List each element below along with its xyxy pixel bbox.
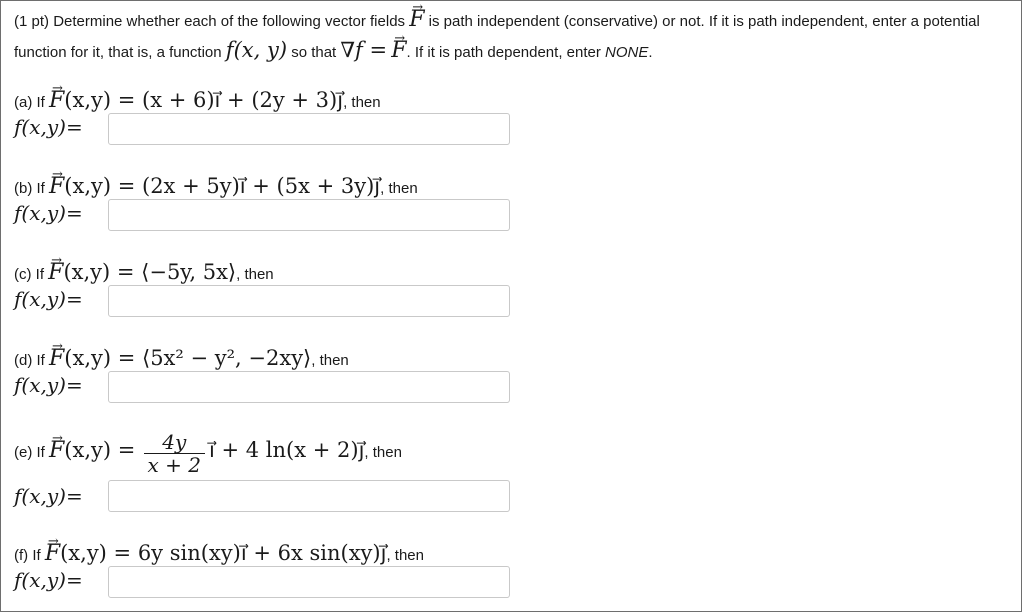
vector-field-symbol: → F [49, 86, 64, 116]
answer-input-b[interactable] [108, 199, 510, 231]
field-expression: (x,y) = ⟨5x² − y², −2xy⟩ [64, 346, 312, 370]
answer-input-c[interactable] [108, 285, 510, 317]
f-label: f(x,y)= [14, 287, 83, 311]
part-c [14, 257, 1014, 311]
points-label: (1 pt) [14, 13, 50, 30]
f-label: f(x,y)= [14, 115, 83, 139]
none-keyword: NONE [605, 44, 649, 61]
vector-field-symbol: → F [49, 425, 64, 477]
intro-text-2: is path independent (conservative) or not. If it is path independent, enter a potential function for it, that is, a function [14, 13, 980, 61]
question-line [14, 257, 1014, 287]
answer-input-e[interactable] [108, 480, 510, 512]
intro-end: . [648, 44, 653, 61]
field-expression: (x,y) = (2x + 5y)i⃗ + (5x + 3y)j⃗ [64, 174, 381, 198]
part-label: (c) If [14, 266, 44, 283]
problem-statement [14, 5, 1014, 67]
f-label: f(x,y)= [14, 373, 83, 397]
f-label: f(x,y)= [14, 568, 83, 592]
f-label: f(x,y)= [14, 484, 83, 508]
answer-input-a[interactable] [108, 113, 510, 145]
question-line [14, 343, 1014, 373]
part-label: (d) If [14, 352, 45, 369]
field-expression: (x,y) = 6y sin(xy)i⃗ + 6x sin(xy)j⃗ [60, 541, 387, 565]
f-label: f(x,y)= [14, 201, 83, 225]
then-label: , then [343, 94, 381, 111]
field-expression: (x,y) = ⟨−5y, 5x⟩ [63, 260, 237, 284]
vector-field-symbol: → F [49, 172, 64, 202]
answer-input-d[interactable] [108, 371, 510, 403]
part-b [14, 171, 1014, 225]
fraction [144, 431, 205, 476]
vector-field-symbol: → F [48, 258, 63, 288]
then-label: , then [380, 180, 418, 197]
part-label: (e) If [14, 444, 45, 461]
then-label: , then [364, 444, 402, 461]
field-expression: (x,y) = (x + 6)i⃗ + (2y + 3)j⃗ [64, 88, 344, 112]
then-label: , then [236, 266, 274, 283]
vector-field-symbol-2: → F [391, 36, 406, 65]
intro-text-3: so that [291, 44, 337, 61]
field-expression-prefix: (x,y) = [64, 438, 136, 462]
part-a [14, 85, 1014, 139]
part-d [14, 343, 1014, 397]
vector-field-symbol: → F [45, 539, 60, 569]
question-line [14, 85, 1014, 115]
vector-field-symbol: → F [409, 5, 424, 34]
part-label: (f) If [14, 547, 41, 564]
question-line [14, 538, 1014, 568]
intro-text-1: Determine whether each of the following vector fields [53, 13, 406, 30]
fraction-numerator: 4y [144, 431, 205, 454]
then-label: , then [386, 547, 424, 564]
potential-function-symbol: f(x, y) [225, 38, 288, 62]
answer-input-f[interactable] [108, 566, 510, 598]
part-label: (b) If [14, 180, 45, 197]
then-label: , then [311, 352, 349, 369]
part-e [14, 424, 1014, 508]
part-f [14, 538, 1014, 592]
gradient-symbol: ∇f = [340, 38, 388, 62]
part-label: (a) If [14, 94, 45, 111]
question-line [14, 171, 1014, 201]
field-expression-suffix: i⃗ + 4 ln(x + 2)j⃗ [208, 438, 365, 462]
intro-text-4: . If it is path dependent, enter [406, 44, 601, 61]
question-line [14, 424, 1014, 476]
fraction-denominator: x + 2 [147, 452, 201, 477]
vector-field-symbol: → F [49, 344, 64, 374]
